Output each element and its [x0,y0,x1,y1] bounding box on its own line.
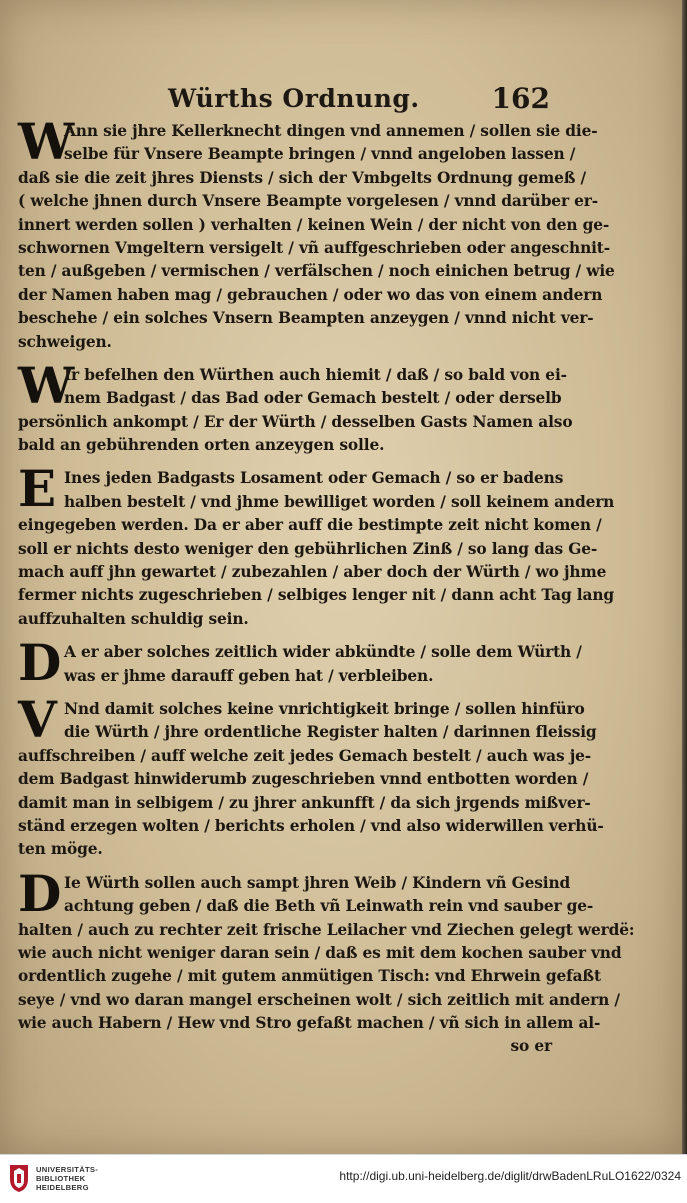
initial-letter: W [18,355,75,415]
paragraph-3 [18,459,615,631]
paragraph-6 [18,863,635,1059]
catchword: so er [510,1037,552,1056]
text-line: mach auff jhn gewartet / zubezahlen / aber doch der Würth / wo jhme [18,563,607,582]
text-line: ten möge. [18,840,103,859]
text-line: der Namen haben mag / gebrauchen / oder wo das von einem andern [18,285,603,304]
text-line: ordentlich zugehe / mit gutem anmütigen Tisch: vnd Ehrwein gefaßt [18,967,601,986]
text-line: nem Badgast / das Bad oder Gemach bestelt / oder derselb [64,389,562,408]
text-line: Ines jeden Badgasts Losament oder Gemach / so er badens [64,469,564,488]
text-line: auffzuhalten schuldig sein. [18,609,249,628]
running-title: Würths Ordnung. [168,84,420,113]
library-seal-icon [8,1163,30,1193]
text-line: daß sie die zeit jhres Diensts / sich der Vmbgelts Ordnung gemeß / [18,168,587,187]
paragraph-1 [18,112,615,354]
text-line: auffschreiben / auff welche zeit jedes Gemach bestelt / auch was je- [18,746,591,765]
text-line: achtung geben / daß die Beth vñ Leinwath rein vnd sauber ge- [64,897,594,916]
text-line: ten / außgeben / vermischen / verfälschen / noch einichen betrug / wie [18,262,615,281]
text-line: was er jhme darauff geben hat / verbleiben. [64,666,434,685]
text-line: Ir befelhen den Würthen auch hiemit / daß / so bald von ei- [64,365,567,384]
library-name-line: HEIDELBERG [36,1183,89,1192]
text-line: wie auch nicht weniger daran sein / daß es mit dem kochen sauber vnd [18,943,622,962]
text-line: halten / auch zu rechter zeit frische Leilacher vnd Ziechen gelegt werdë: [18,920,635,939]
page-header [20,84,550,118]
text-line: Ann sie jhre Kellerknecht dingen vnd annemen / sollen sie die- [64,122,598,140]
text-line: A er aber solches zeitlich wider abkündte / solle dem Würth / [64,643,582,662]
footer-bar [0,1154,687,1203]
library-name [36,1165,98,1192]
text-line: Nnd damit solches keine vnrichtigkeit bringe / sollen hinfüro [64,699,585,718]
library-logo[interactable] [8,1163,148,1195]
text-line: ( welche jhnen durch Vnsere Beampte vorgelesen / vnnd darüber er- [18,192,598,211]
text-line: beschehe / ein solches Vnsern Beampten anzeygen / vnnd nicht ver- [18,309,594,328]
text-line: wie auch Habern / Hew vnd Stro gefaßt machen / vñ sich in allem al- [18,1014,601,1033]
text-line: Ie Würth sollen auch sampt jhren Weib / Kindern vñ Gesind [64,873,571,892]
text-line: seye / vnd wo daran mangel erscheinen wolt / sich zeitlich mit andern / [18,990,620,1009]
text-line: soll er nichts desto weniger den gebührlichen Zinß / so lang das Ge- [18,539,598,558]
text-line: damit man in selbigem / zu jhrer ankunfft / da sich jrgends mißver- [18,793,591,812]
text-line: schweigen. [18,332,112,351]
library-name-line: BIBLIOTHEK [36,1174,86,1183]
text-line: dem Badgast hinwiderumb zugeschrieben vnnd entbotten worden / [18,770,589,789]
text-line: schwornen Vmgeltern versigelt / vñ auffgeschrieben oder angeschnit- [18,238,610,257]
initial-letter: D [18,863,62,923]
library-name-line: UNIVERSITÄTS- [36,1165,99,1174]
text-line: fermer nichts zugeschrieben / selbiges lenger nit / dann acht Tag lang [18,586,614,605]
text-line: persönlich ankompt / Er der Würth / desselben Gasts Namen also [18,412,573,431]
paragraph-5 [18,689,604,862]
text-line: innert werden sollen ) verhalten / keinen Wein / der nicht von den ge- [18,215,610,234]
page-number: 162 [491,82,550,115]
initial-letter: D [18,633,62,693]
body-text [18,112,635,1069]
page-url[interactable]: http://digi.ub.uni-heidelberg.de/diglit/drwBadenLRuLO1622/0324 [339,1169,681,1183]
initial-letter: E [18,459,57,519]
text-line: eingegeben werden. Da er aber auff die bestimpte zeit nicht komen / [18,516,602,535]
text-line: die Würth / jhre ordentliche Register halten / darinnen fleissig [64,723,597,742]
paragraph-4 [18,633,582,693]
text-line: selbe für Vnsere Beampte bringen / vnnd angeloben lassen / [64,145,576,164]
paragraph-2 [18,355,573,458]
initial-letter: W [18,112,75,171]
page-edge [682,0,687,1154]
text-line: bald an gebührenden orten anzeygen solle. [18,436,385,455]
text-line: halben bestelt / vnd jhme bewilliget worden / soll keinem andern [64,492,615,511]
text-line: ständ erzegen wolten / berichts erholen / vnd also widerwillen verhü- [18,816,604,835]
initial-letter: V [18,689,57,749]
